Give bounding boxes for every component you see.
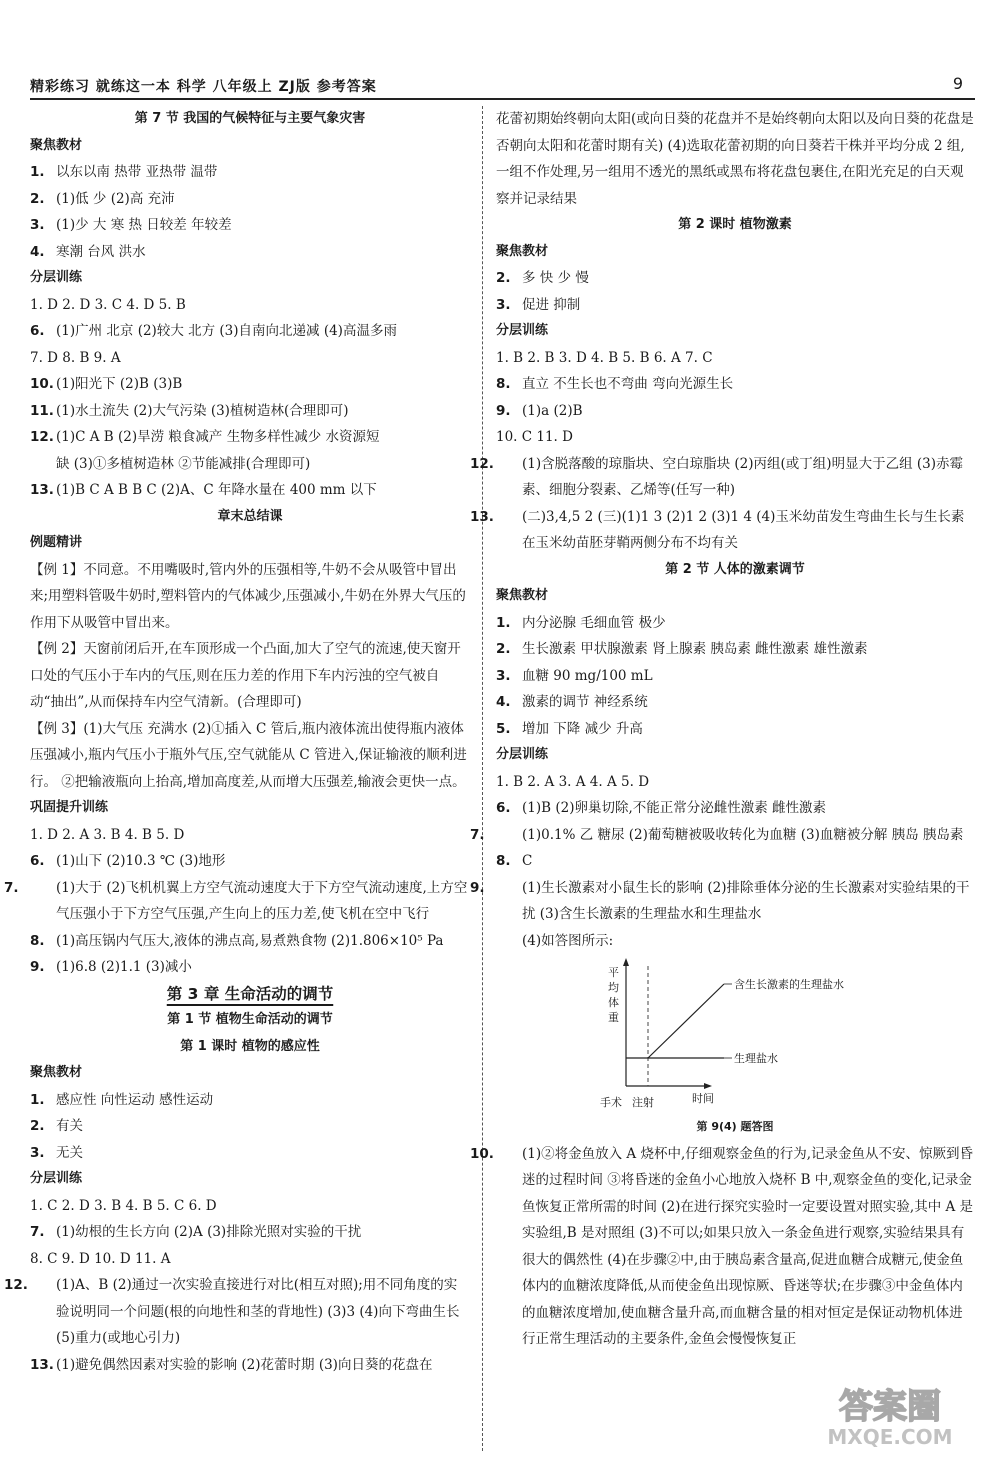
left-column [4, 106, 470, 1378]
answer-item: 8. C [496, 853, 533, 869]
watermark-text: 答案圈 [839, 1387, 941, 1427]
subheading: 例题精讲 [30, 535, 83, 550]
x-axis-arrow [704, 1083, 712, 1089]
page-number: 9 [952, 74, 963, 93]
lower-line-label: 生理盐水 [734, 1052, 778, 1065]
answer-figure [496, 954, 974, 1114]
answer-item: 1. D 2. D 3. C 4. D 5. B [30, 296, 186, 313]
answer-item: 9. (1)6.8 (2)1.1 (3)减小 [30, 959, 192, 975]
answer-item: 10. C 11. D [496, 429, 573, 445]
answer-item: 1. 内分泌腺 毛细血管 极少 [496, 614, 666, 631]
subheading: 巩固提升训练 [30, 800, 109, 815]
answer-item: 2. 多 快 少 慢 [496, 270, 589, 286]
answer-item: 4. 寒潮 台风 洪水 [30, 243, 146, 260]
answer-item-cont: 花蕾初期始终朝向太阳(或向日葵的花盘并不是始终朝向太阳以及向日葵的花盘是否朝向太阳和花蕾时期有关) (4)选取花蕾初期的向日葵若干株并平均分成 2 组,一组不作处理,另一组用不透光的黑纸或黑布将花盘包裹住,在阳光充足的白天观察并记录结果 [496, 111, 974, 207]
y-label-char: 体 [608, 996, 619, 1009]
subheading: 聚焦教材 [30, 1065, 83, 1080]
subheading: 分层训练 [30, 1171, 83, 1186]
answer-item: 10. (1)阳光下 (2)B (3)B [30, 376, 183, 392]
section-title: 第 1 节 植物生命活动的调节 [167, 1012, 333, 1027]
lesson-title: 第 1 课时 植物的感应性 [180, 1038, 320, 1054]
answer-item: 8. 直立 不生长也不弯曲 弯向光源生长 [496, 376, 734, 392]
subheading: 分层训练 [30, 270, 83, 285]
tick-surgery: 手术 [600, 1096, 622, 1109]
y-label-char: 平 [608, 966, 619, 979]
answer-item: 13. (1)避免偶然因素对实验的影响 (2)花蕾时期 (3)向日葵的花盘在 [30, 1356, 433, 1373]
answer-item: 3. 无关 [30, 1144, 83, 1161]
tick-inject: 注射 [632, 1096, 654, 1109]
answer-item: 8. C 9. D 10. D 11. A [30, 1250, 171, 1267]
answer-item: 12. (1)A、B (2)通过一次实验直接进行对比(相互对照);用不同角度的实验说明同一个问题(根的向地性和茎的背地性) (3)3 (4)向下弯曲生长 (5)重力(或地心引力) [4, 1277, 460, 1346]
answer-item: 6. (1)B (2)卵巢切除,不能正常分泌雌性激素 雌性激素 [496, 800, 827, 816]
right-column [470, 106, 974, 1353]
growth-graph [600, 954, 866, 1114]
watermark-logo [790, 1380, 990, 1450]
header-rule [30, 98, 975, 100]
answer-item: 6. (1)山下 (2)10.3 ℃ (3)地形 [30, 853, 226, 869]
answer-item: 11. (1)水土流失 (2)大气污染 (3)植树造林(合理即可) [30, 402, 349, 419]
subheading: 聚焦教材 [496, 588, 549, 603]
section-title: 章末总结课 [217, 508, 283, 524]
answer-item: 3. 促进 抑制 [496, 296, 581, 313]
answer-item: 7. (1)幼根的生长方向 (2)A (3)排除光照对实验的干扰 [30, 1224, 362, 1240]
answer-item: 3. (1)少 大 寒 热 日较差 年较差 [30, 217, 232, 233]
subheading: 聚焦教材 [496, 243, 549, 259]
answer-item-cont: 缺 (3)①多植树造林 ②节能减排(合理即可) [56, 455, 311, 472]
answer-item: 13. (1)B C A B B C (2)A、C 年降水量在 400 mm 以下 [30, 482, 377, 498]
example-answer: 【例 1】不同意。不用嘴吸时,管内外的压强相等,牛奶不会从吸管中冒出来;用塑料管吸牛奶时,塑料管内的气体减少,压强减小,牛奶在外界大气压的作用下从吸管中冒出来。 [30, 561, 466, 631]
page-header [30, 74, 975, 96]
x-axis-label: 时间 [692, 1092, 714, 1105]
lesson-title: 第 2 课时 植物激素 [678, 217, 792, 232]
answer-item: 5. 增加 下降 减少 升高 [496, 720, 643, 737]
answer-item: 9. (1)a (2)B [496, 402, 583, 419]
watermark-url: MXQE.COM [827, 1425, 953, 1449]
column-divider [482, 106, 483, 1451]
answer-item: 2. (1)低 少 (2)高 充沛 [30, 190, 175, 207]
answer-item: 6. (1)广州 北京 (2)较大 北方 (3)自南向北递减 (4)高温多雨 [30, 323, 397, 339]
y-label-char: 重 [608, 1011, 619, 1024]
section-title: 第 7 节 我国的气候特征与主要气象灾害 [134, 111, 366, 126]
subheading: 分层训练 [496, 747, 549, 762]
answer-item: 8. (1)高压锅内气压大,液体的沸点高,易煮熟食物 (2)1.806×10⁵ Pa [30, 932, 444, 949]
example-answer: 【例 2】天窗前闭后开,在车顶形成一个凸面,加大了空气的流速,使天窗开口处的气压小于车内的气压,则在压力差的作用下车内污浊的空气被自动“抽出”,从而保持车内空气清新。(合理即可) [30, 641, 461, 710]
answer-item: 4. 激素的调节 神经系统 [496, 694, 648, 710]
y-axis-arrow [623, 958, 629, 966]
upper-line-label: 含生长激素的生理盐水 [734, 978, 844, 991]
answer-item: 13. (二)3,4,5 2 (三)(1)1 3 (2)1 2 (3)1 4 (4)玉米幼苗发生弯曲生长与生长素在玉米幼苗胚芽鞘两侧分布不均有关 [470, 508, 965, 551]
answer-item-cont: (4)如答图所示: [522, 932, 614, 949]
answer-item: 3. 血糖 90 mg/100 mL [496, 667, 653, 684]
answer-item: 1. B 2. A 3. A 4. A 5. D [496, 773, 650, 790]
answer-item: 12. (1)C A B (2)旱涝 粮食减产 生物多样性减少 水资源短 [30, 429, 380, 445]
section-title: 第 2 节 人体的激素调节 [665, 561, 805, 577]
answer-item: 12. (1)含脱落酸的琼脂块、空白琼脂块 (2)丙组(或丁组)明显大于乙组 (3)赤霉素、细胞分裂素、乙烯等(任写一种) [470, 455, 963, 498]
header-title: 精彩练习 就练这一本 科学 八年级上 ZJ版 参考答案 [30, 79, 377, 95]
example-answer: 【例 3】(1)大气压 充满水 (2)①插入 C 管后,瓶内液体流出使得瓶内液体压强减小,瓶内气压小于瓶外气压,空气就能从 C 管进入,保证输液的顺利进行。 ②把输液瓶向上抬高,增加高度差,从而增大压强差,输液会更快一点。 [30, 720, 467, 790]
subheading: 分层训练 [496, 323, 549, 338]
answer-item: 7. (1)0.1% 乙 糖尿 (2)葡萄糖被吸收转化为血糖 (3)血糖被分解 胰岛 胰岛素 [470, 826, 964, 843]
figure-caption: 第 9(4) 题答图 [696, 1120, 774, 1133]
y-label-char: 均 [608, 981, 619, 994]
answer-item: 1. B 2. B 3. D 4. B 5. B 6. A 7. C [496, 349, 713, 366]
answer-item: 7. D 8. B 9. A [30, 349, 121, 366]
chapter-title: 第 3 章 生命活动的调节 [166, 984, 334, 1003]
answer-item: 1. D 2. A 3. B 4. B 5. D [30, 826, 185, 843]
answer-item: 1. C 2. D 3. B 4. B 5. C 6. D [30, 1197, 217, 1214]
answer-item: 2. 生长激素 甲状腺激素 肾上腺素 胰岛素 雌性激素 雄性激素 [496, 641, 868, 657]
answer-item: 9. (1)生长激素对小鼠生长的影响 (2)排除垂体分泌的生长激素对实验结果的干扰 (3)含生长激素的生理盐水和生理盐水 [470, 879, 970, 922]
hormone-saline-line [648, 984, 724, 1058]
subheading: 聚焦教材 [30, 137, 83, 153]
answer-item: 10. (1)②将金鱼放入 A 烧杯中,仔细观察金鱼的行为,记录金鱼从不安、惊厥到昏迷的过程时间 ③将昏迷的金鱼小心地放入烧杯 B 中,观察金鱼的变化,记录金鱼恢复正常所需的时间 (2)在进行探究实验时一定要设置对照实验,其中 A 是实验组,B 是对照组 (3)不可以;如果只放入一条金鱼进行观察,实验结果具有很大的偶然性 (4)在步骤②中,由于胰岛素含量高,促进血糖合成糖元,使金鱼体内的血糖浓度降低,从而使金鱼出现惊厥、昏迷等状;在步骤③中金鱼体内的血糖浓度增加,使血糖含量升高,而血糖含量的相对恒定是保证动物机体进行正常生理活动的主要条件,金鱼会慢慢恢复正 [470, 1145, 974, 1347]
answer-item: 7. (1)大于 (2)飞机机翼上方空气流动速度大于下方空气流动速度,上方空气压强小于下方空气压强,产生向上的压力差,使飞机在空中飞行 [4, 879, 468, 922]
answer-item: 1. 感应性 向性运动 感性运动 [30, 1091, 214, 1108]
answer-item: 1. 以东以南 热带 亚热带 温带 [30, 164, 218, 180]
answer-item: 2. 有关 [30, 1118, 83, 1134]
